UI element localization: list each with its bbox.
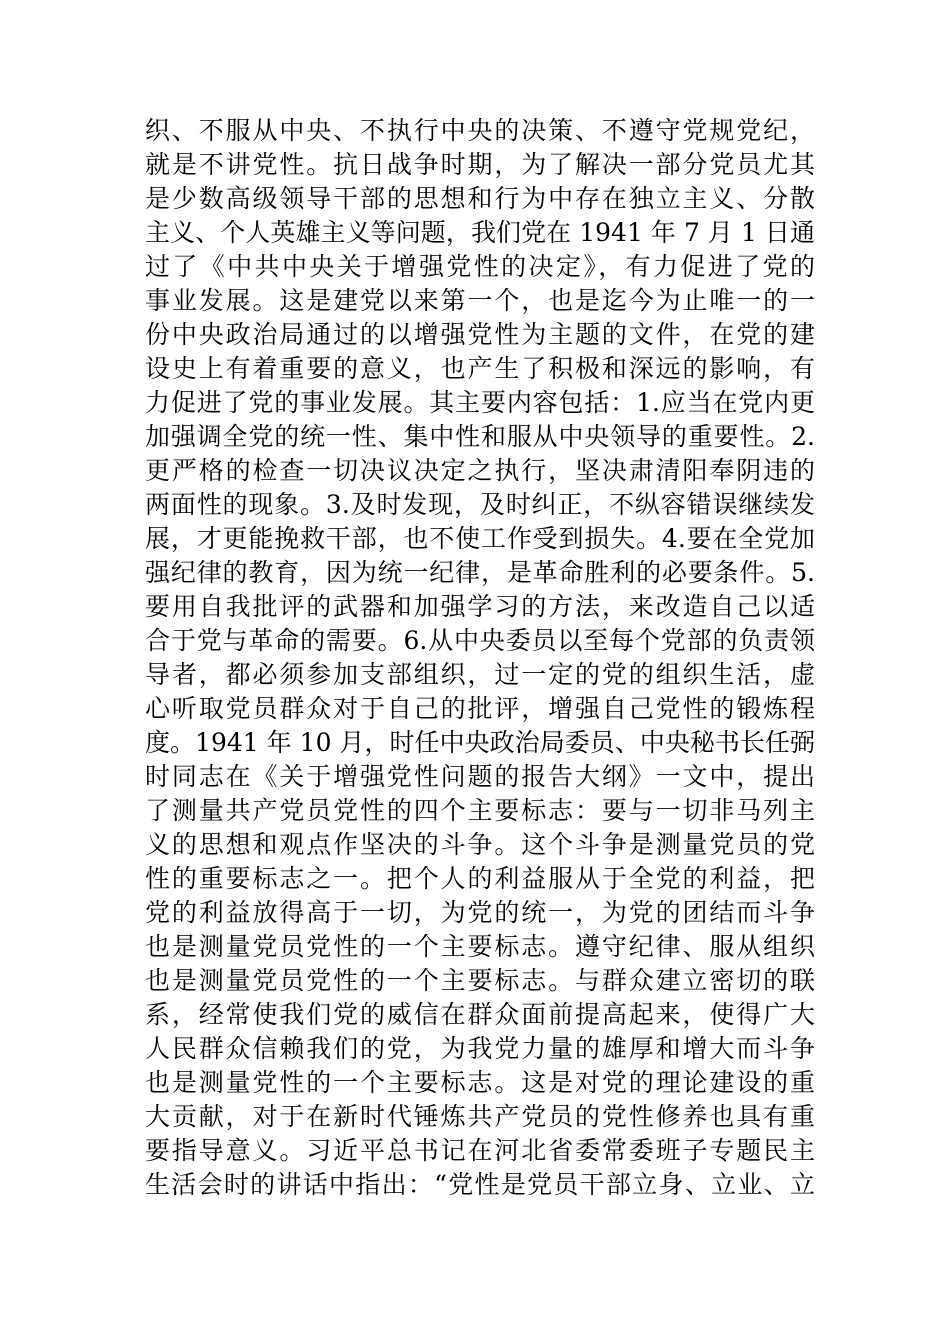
text-line: 度。1941 年 10 月，时任中央政治局委员、中央秘书长任弼 [145, 728, 815, 757]
text-line: 大贡献，对于在新时代锤炼共产党员的党性修养也具有重 [145, 1102, 815, 1131]
text-line: 要指导意义。习近平总书记在河北省委常委班子专题民主 [145, 1136, 815, 1165]
text-line: 两面性的现象。3.及时发现，及时纠正，不纵容错误继续发 [145, 490, 815, 519]
text-line: 导者，都必须参加支部组织，过一定的党的组织生活，虚 [145, 660, 815, 689]
text-line: 织、不服从中央、不执行中央的决策、不遵守党规党纪， [145, 116, 815, 145]
text-line: 主义、个人英雄主义等问题，我们党在 1941 年 7 月 1 日通 [145, 218, 815, 247]
text-line: 强纪律的教育，因为统一纪律，是革命胜利的必要条件。5. [145, 558, 815, 587]
text-line: 也是测量党员党性的一个主要标志。遵守纪律、服从组织 [145, 932, 815, 961]
text-line: 是少数高级领导干部的思想和行为中存在独立主义、分散 [145, 184, 815, 213]
text-line: 也是测量党性的一个主要标志。这是对党的理论建设的重 [145, 1068, 815, 1097]
text-line: 就是不讲党性。抗日战争时期，为了解决一部分党员尤其 [145, 150, 815, 179]
text-line: 也是测量党员党性的一个主要标志。与群众建立密切的联 [145, 966, 815, 995]
text-line: 心听取党员群众对于自己的批评，增强自己党性的锻炼程 [145, 694, 815, 723]
text-line: 过了《中共中央关于增强党性的决定》，有力促进了党的 [145, 252, 815, 281]
text-line: 合于党与革命的需要。6.从中央委员以至每个党部的负责领 [145, 626, 815, 655]
text-line: 要用自我批评的武器和加强学习的方法，来改造自己以适 [145, 592, 815, 621]
text-line: 力促进了党的事业发展。其主要内容包括：1.应当在党内更 [145, 388, 815, 417]
text-line: 更严格的检查一切决议决定之执行，坚决肃清阳奉阴违的 [145, 456, 815, 485]
text-line: 性的重要标志之一。把个人的利益服从于全党的利益，把 [145, 864, 815, 893]
text-line: 义的思想和观点作坚决的斗争。这个斗争是测量党员的党 [145, 830, 815, 859]
text-line: 展，才更能挽救干部，也不使工作受到损失。4.要在全党加 [145, 524, 815, 553]
text-line: 人民群众信赖我们的党，为我党力量的雄厚和增大而斗争 [145, 1034, 815, 1063]
text-line: 系，经常使我们党的威信在群众面前提高起来，使得广大 [145, 1000, 815, 1029]
text-line: 份中央政治局通过的以增强党性为主题的文件，在党的建 [145, 320, 815, 349]
text-line: 加强调全党的统一性、集中性和服从中央领导的重要性。2. [145, 422, 815, 451]
text-line: 了测量共产党员党性的四个主要标志：要与一切非马列主 [145, 796, 815, 825]
body-paragraph [145, 114, 815, 1202]
text-line: 时同志在《关于增强党性问题的报告大纲》一文中，提出 [145, 762, 815, 791]
text-line: 党的利益放得高于一切，为党的统一，为党的团结而斗争 [145, 898, 815, 927]
text-line: 事业发展。这是建党以来第一个，也是迄今为止唯一的一 [145, 286, 815, 315]
text-line: 生活会时的讲话中指出：“党性是党员干部立身、立业、立 [145, 1170, 815, 1199]
text-line: 设史上有着重要的意义，也产生了积极和深远的影响，有 [145, 354, 815, 383]
